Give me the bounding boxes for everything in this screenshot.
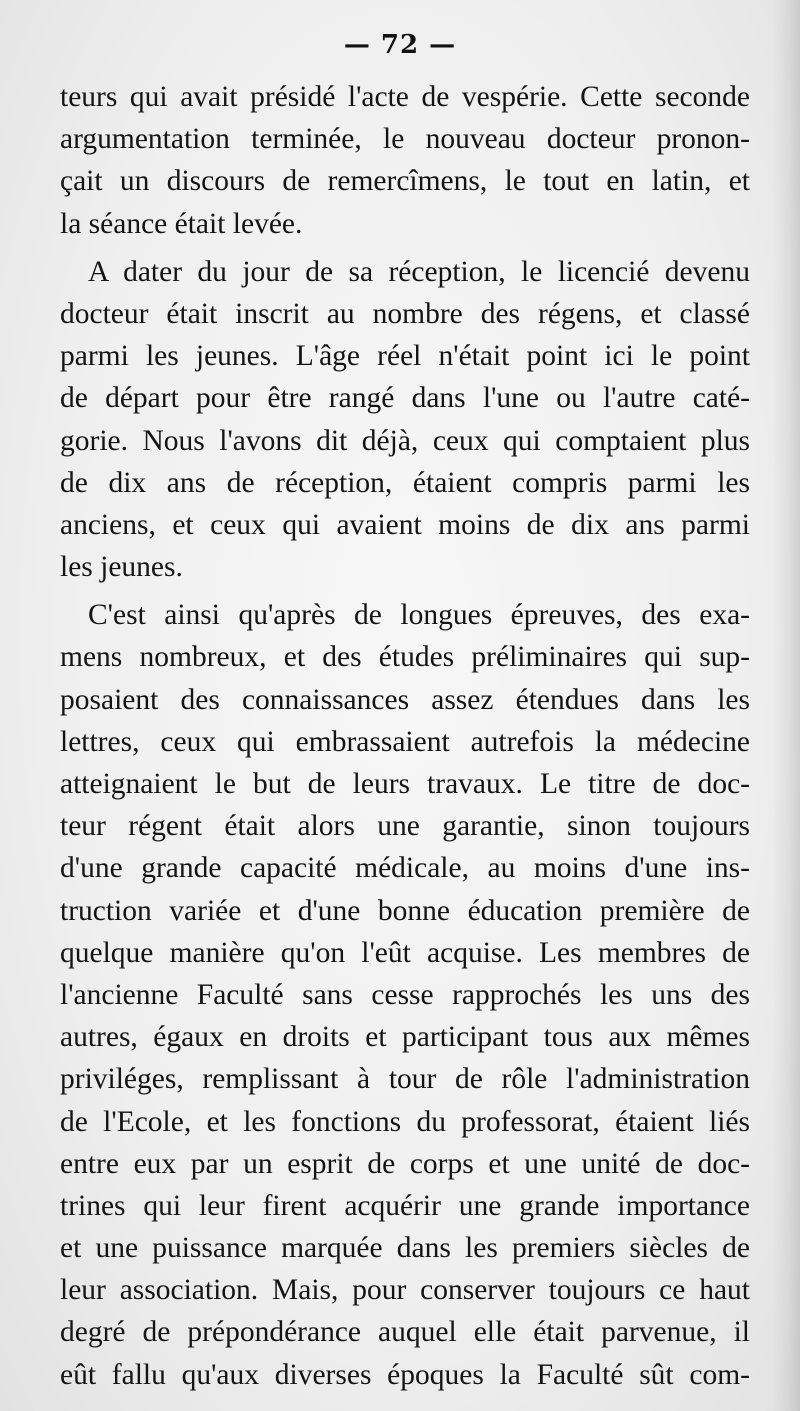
text-line: gorie. Nous l'avons dit déjà, ceux qui comptaient plus [60,424,750,457]
text-line: posaient des connaissances assez étendues dans les [60,683,750,716]
text-line: teur régent était alors une garantie, sinon toujours [60,810,750,843]
text-line: la séance était levée. [60,207,303,240]
page-number: — 72 — [343,30,457,60]
text-line: priviléges, remplissant à tour de rôle l'administration [60,1063,750,1096]
paragraph [60,594,750,1396]
text-line: truction variée et d'une bonne éducation première de [60,894,750,927]
text-line: trines qui leur firent acquérir une grande importance [60,1189,750,1222]
text-line: C'est ainsi qu'après de longues épreuves, des exa- [88,599,750,632]
text-line: les jeunes. [60,551,183,584]
text-line: l'ancienne Faculté sans cesse rapprochés les uns des [60,978,750,1011]
page-edge-shadow [772,0,800,1411]
text-line: autres, égaux en droits et participant tous aux mêmes [60,1021,750,1054]
text-line: teurs qui avait présidé l'acte de vespérie. Cette seconde [60,81,750,113]
text-line: et une puissance marquée dans les premiers siècles de [60,1232,750,1265]
text-line: degré de prépondérance auquel elle était parvenue, il [60,1316,750,1349]
text-line: A dater du jour de sa réception, le licencié devenu [88,255,750,288]
body-text [60,76,750,1396]
text-line: d'une grande capacité médicale, au moins d'une ins- [60,852,750,885]
text-line: lettres, ceux qui embrassaient autrefois la médecine [60,725,750,758]
text-line: atteignaient le but de leurs travaux. Le titre de doc- [60,768,750,800]
text-line: argumentation terminée, le nouveau docteur pronon- [60,123,750,156]
text-line: anciens, et ceux qui avaient moins de dix ans parmi [60,508,750,541]
text-line: mens nombreux, et des études préliminaires qui sup- [60,641,750,674]
text-line: entre eux par un esprit de corps et une unité de doc- [60,1147,750,1180]
text-line: docteur était inscrit au nombre des régens, et classé [60,297,750,330]
text-line: eût fallu qu'aux diverses époques la Faculté sût com- [60,1358,750,1391]
text-line: çait un discours de remercîmens, le tout en latin, et [60,165,750,198]
paragraph [60,76,750,245]
text-line: de l'Ecole, et les fonctions du professorat, étaient liés [60,1105,750,1138]
text-line: de départ pour être rangé dans l'une ou l'autre caté- [60,382,750,415]
text-line: leur association. Mais, pour conserver toujours ce haut [60,1274,750,1307]
text-line: de dix ans de réception, étaient compris parmi les [60,466,750,499]
text-line: quelque manière qu'on l'eût acquise. Les membres de [60,936,750,969]
paragraph [60,251,750,589]
text-line: parmi les jeunes. L'âge réel n'était point ici le point [60,340,750,373]
